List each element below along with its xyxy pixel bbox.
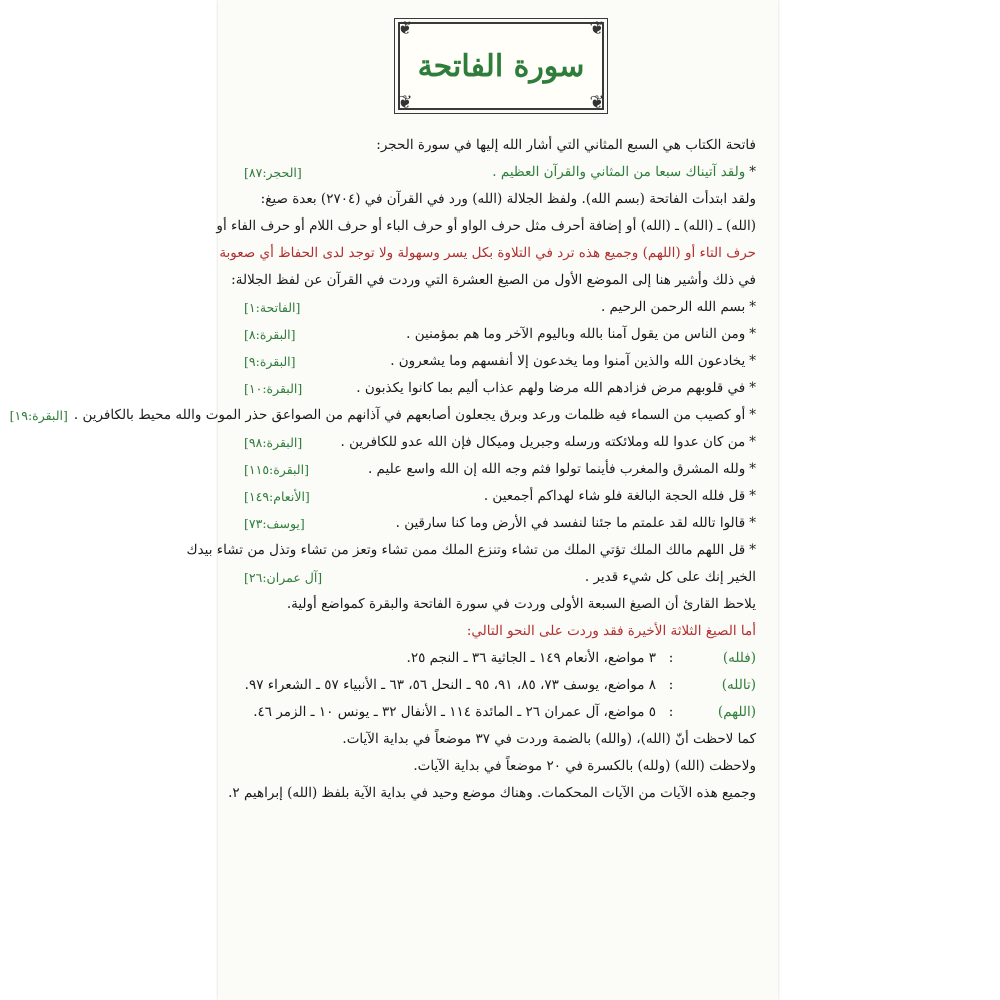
verse-line (244, 294, 756, 321)
occurrence-desc: ٣ مواضع، الأنعام ١٤٩ ـ الجاثية ٣٦ ـ النجم ٢٥. (406, 650, 656, 666)
closing-line: كما لاحظت أنّ (الله)، (والله) بالضمة وردت في ٣٧ موضعاً في بداية الآيات. (342, 731, 756, 747)
occurrence-colon: : (668, 650, 674, 666)
occurrence-desc: ٨ مواضع، يوسف ٧٣، ٨٥، ٩١، ٩٥ ـ النحل ٥٦، ٦٣ ـ الأنبياء ٥٧ ـ الشعراء ٩٧. (244, 677, 656, 693)
verse-reference: [الأنعام:١٤٩] (244, 489, 310, 504)
intro-line: فاتحة الكتاب هي السبع المثاني التي أشار الله إليها في سورة الحجر: (376, 137, 756, 153)
star-icon: * (749, 461, 756, 477)
page-content (9, 132, 756, 807)
verse-line (244, 348, 756, 375)
verse-line (244, 483, 756, 510)
paragraph-line: (الله) ـ (الله) ـ (الله) أو إضافة أحرف مثل حرف الواو أو حرف الباء أو حرف اللام أو حرف الفاء أو (216, 218, 756, 234)
closing-line: وجميع هذه الآيات من الآيات المحكمات. وهناك موضع وحيد في بداية الآية بلفظ (الله) إبراهيم ٢. (228, 785, 756, 801)
title-frame (397, 18, 605, 113)
surah-title: سورة الفاتحة (417, 48, 585, 84)
verse-reference: [البقرة:١١٥] (244, 462, 309, 477)
corner-ornament-icon: ❦ (397, 18, 413, 39)
verse-text: ولقد آتيناك سبعا من المثاني والقرآن العظيم . (492, 164, 746, 180)
note-line: أما الصيغ الثلاثة الأخيرة فقد وردت على النحو التالي: (466, 623, 756, 639)
verse-text: بسم الله الرحمن الرحيم . (600, 299, 746, 315)
verse-text: يخادعون الله والذين آمنوا وما يخدعون إلا أنفسهم وما يشعرون . (390, 353, 746, 369)
occurrence-colon: : (668, 704, 674, 720)
corner-ornament-icon: ❦ (589, 18, 605, 39)
verse-text: ولله المشرق والمغرب فأينما تولوا فثم وجه الله إن الله واسع عليم . (367, 461, 746, 477)
verse-reference: [آل عمران:٢٦] (244, 570, 323, 585)
verse-line (244, 456, 756, 483)
verse-text: قل اللهم مالك الملك تؤتي الملك من تشاء وتنزع الملك ممن تشاء وتعز من تشاء وتذل من تشاء بيدك (186, 542, 746, 558)
occurrence-colon: : (668, 677, 674, 693)
verse-line (244, 159, 756, 186)
verse-line (9, 402, 756, 429)
verse-reference: [البقرة:١٩] (9, 408, 68, 423)
verse-text: ومن الناس من يقول آمنا بالله وباليوم الآخر وما هم بمؤمنين . (406, 326, 746, 342)
star-icon: * (749, 299, 756, 315)
paragraph-line: ولقد ابتدأت الفاتحة (بسم الله). ولفظ الجلالة (الله) ورد في القرآن في (٢٧٠٤) بعدة صيغ: (260, 191, 756, 207)
occurrence-word: (اللهم) (717, 704, 756, 720)
verse-reference: [البقرة:١٠] (244, 381, 303, 396)
star-icon: * (749, 542, 756, 558)
closing-line: ولاحظت (الله) (ولله) بالكسرة في ٢٠ موضعاً في بداية الآيات. (413, 758, 756, 774)
verse-text: في قلوبهم مرض فزادهم الله مرضا ولهم عذاب أليم بما كانوا يكذبون . (356, 380, 746, 396)
verse-text: الخير إنك على كل شيء قدير . (584, 569, 756, 585)
star-icon: * (749, 434, 756, 450)
verse-line (244, 321, 756, 348)
star-icon: * (749, 380, 756, 396)
verse-line (244, 429, 756, 456)
verse-reference (180, 537, 186, 564)
star-icon: * (749, 353, 756, 369)
verse-reference: [الحجر:٨٧] (244, 165, 302, 180)
verse-reference: [يوسف:٧٣] (244, 516, 305, 531)
verse-reference: [الفاتحة:١] (244, 300, 301, 315)
star-icon: * (749, 164, 756, 180)
note-line: يلاحظ القارئ أن الصيغ السبعة الأولى وردت في سورة الفاتحة والبقرة كمواضع أولية. (286, 596, 756, 612)
star-icon: * (749, 407, 756, 423)
verse-reference: [البقرة:٩] (244, 354, 296, 369)
paragraph-line: حرف التاء أو (اللهم) وجميع هذه ترد في التلاوة بكل يسر وسهولة ولا توجد لدى الحفاظ أي صعوبة (219, 245, 756, 261)
occurrence-row (244, 672, 756, 699)
corner-ornament-icon: ❦ (397, 92, 413, 113)
corner-ornament-icon: ❦ (589, 92, 605, 113)
verse-text: من كان عدوا لله وملائكته ورسله وجبريل وميكال فإن الله عدو للكافرين . (340, 434, 746, 450)
occurrence-word: (فلله) (722, 650, 756, 666)
verse-reference: [البقرة:٨] (244, 327, 296, 342)
verse-line (244, 564, 756, 591)
occurrence-word: (تالله) (721, 677, 756, 693)
star-icon: * (749, 326, 756, 342)
verse-line (244, 375, 756, 402)
verse-reference: [البقرة:٩٨] (244, 435, 303, 450)
occurrence-row (244, 699, 756, 726)
occurrence-row (244, 645, 756, 672)
verse-line (186, 537, 756, 564)
verse-line (244, 510, 756, 537)
verse-text: أو كصيب من السماء فيه ظلمات ورعد وبرق يجعلون أصابعهم في آذانهم من الصواعق حذر الموت والله محيط بالكافرين . (73, 407, 746, 423)
star-icon: * (749, 515, 756, 531)
paragraph-line: في ذلك وأشير هنا إلى الموضع الأول من الصيغ العشرة التي وردت في القرآن عن لفظ الجلالة: (231, 272, 756, 288)
verse-text: قالوا تالله لقد علمتم ما جئنا لنفسد في الأرض وما كنا سارقين . (395, 515, 746, 531)
star-icon: * (749, 488, 756, 504)
verse-text: قل فلله الحجة البالغة فلو شاء لهداكم أجمعين . (483, 488, 746, 504)
occurrence-desc: ٥ مواضع، آل عمران ٢٦ ـ المائدة ١١٤ ـ الأنفال ٣٢ ـ يونس ١٠ ـ الزمر ٤٦. (253, 704, 656, 720)
book-page (9, 0, 778, 1000)
